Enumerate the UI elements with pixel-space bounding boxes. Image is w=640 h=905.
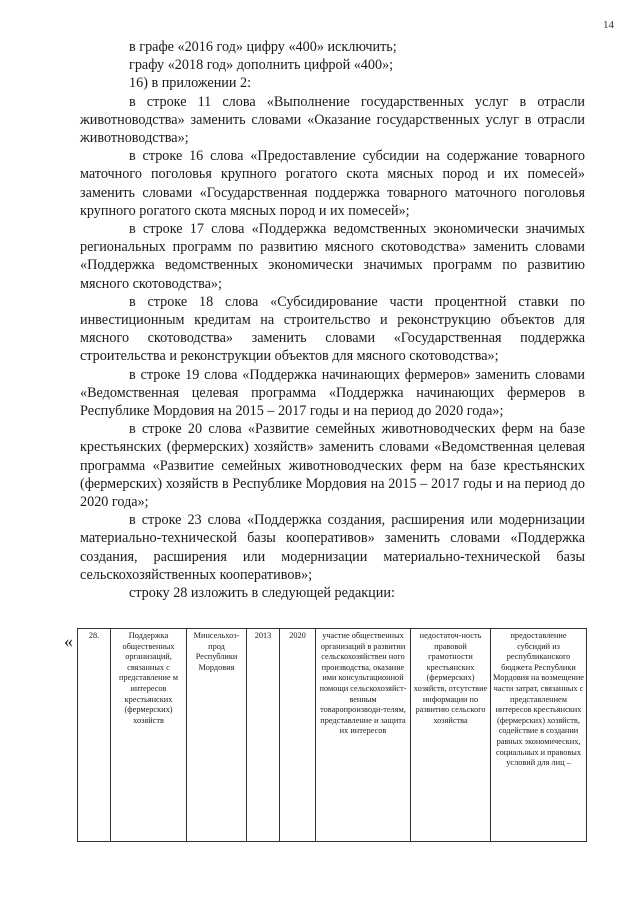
paragraph: в строке 16 слова «Предоставление субсидии на содержание товарного маточного поголовья крупного рогатого скота мясных пород и их помесей» заменить словами «Государственная поддержка товарного маточного поголовья крупного рогатого скота мясных пород и их помесей»; [80,148,585,219]
table-cell-start-year: 2013 [247,629,280,842]
document-body [80,38,585,602]
table-cell-content: предоставление субсидий из республиканского бюджета Республики Мордовия на возмещение части затрат, связанных с представлением интересов крестьянских (фермерских) хозяйств, содействие в создании равных экономических, социальных и правовых условий для лиц – [491,629,587,842]
table-cell-result: участие общественных организаций в развитии сельскохозяйствен ного производства, оказание ими консультационной помощи сельскохозяйст-венным товаропроизводи-телям, представление и защита их интересов [316,629,411,842]
table-cell-number: 28. [78,629,111,842]
table-cell-name: Поддержка общественных организаций, связанных с представление м интересов крестьянских (фермерских) хозяйств [111,629,187,842]
table-cell-end-year: 2020 [280,629,316,842]
paragraph: в строке 18 слова «Субсидирование части процентной ставки по инвестиционным кредитам на строительство и реконструкцию объектов для мясного скотоводства» заменить словами «Государственная поддержка строительства и реконструкции объектов для мясного скотоводства»; [80,293,585,365]
paragraph: в строке 19 слова «Поддержка начинающих фермеров» заменить словами «Ведомственная целевая программа «Поддержка начинающих фермеров в Республике Мордовия на 2015 – 2017 годы и на период до 2020 года»; [80,366,585,420]
open-quote-mark: « [64,631,73,651]
page-number: 14 [603,19,614,31]
paragraph: строку 28 изложить в следующей редакции: [129,585,395,602]
program-table [77,628,586,842]
paragraph: графу «2018 год» дополнить цифрой «400»; [129,57,394,74]
paragraph: в строке 17 слова «Поддержка ведомственных экономически значимых региональных программ по развитию мясного скотоводства» заменить словами «Поддержка ведомственных экономически значимых программ по развитию мясного скотоводства»; [80,221,585,292]
paragraph: в строке 11 слова «Выполнение государственных услуг в отрасли животноводства» заменить словами «Оказание государственных услуг в отрасли животноводства»; [80,93,585,147]
table-cell-executor: Минсельхоз-прод Республики Мордовия [187,629,247,842]
table-row [78,629,587,842]
paragraph: в строке 23 слова «Поддержка создания, расширения или модернизации материально-технической базы кооперативов» заменить словами «Поддержка создания, расширения или модернизации материально-технической базы сельскохозяйственных кооперативов»; [80,512,585,583]
paragraph: в строке 20 слова «Развитие семейных животноводческих ферм на базе крестьянских (фермерских) хозяйств» заменить словами «Ведомственная целевая программа «Развитие семейных животноводческих ферм на базе крестьянских (фермерских) хозяйств в Республике Мордовия на 2015 – 2017 годы и на период до 2020 года»; [80,421,585,511]
paragraph: 16) в приложении 2: [129,75,252,92]
paragraph: в графе «2016 год» цифру «400» исключить; [129,39,397,55]
table-cell-consequences: недостаточ-ность правовой грамотности крестьянских (фермерских) хозяйств, отсутствие информации по развитию сельского хозяйства [411,629,491,842]
